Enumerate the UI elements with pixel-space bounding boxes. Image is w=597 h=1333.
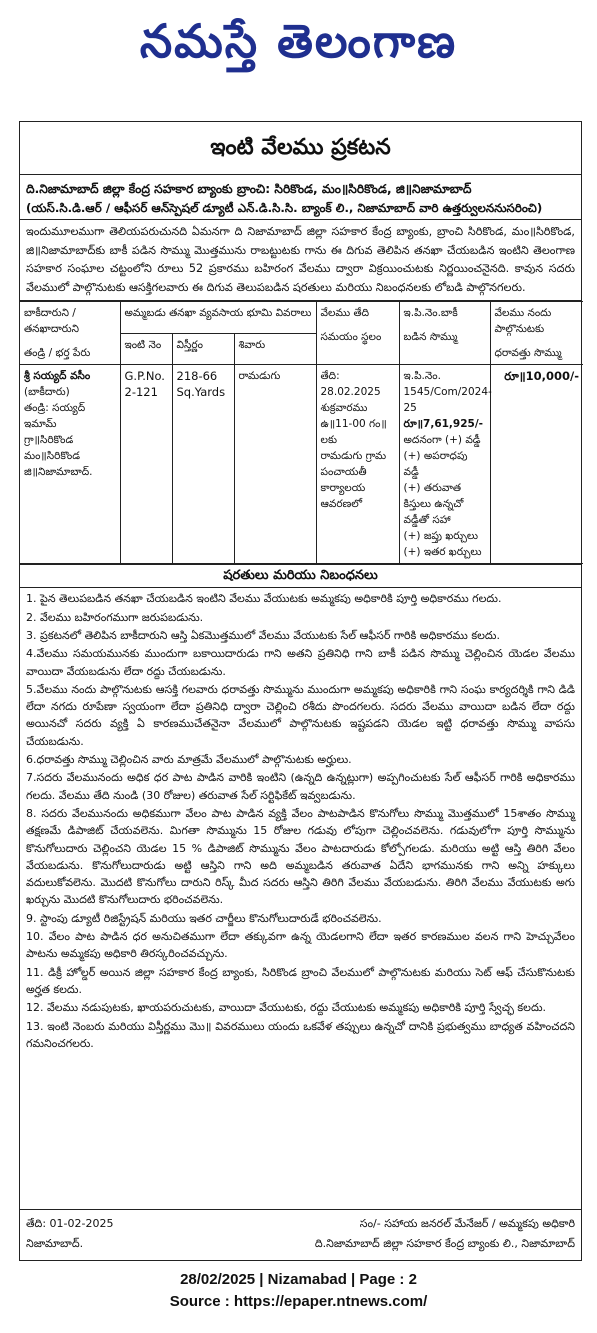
terms-title: షరతులు మరియు నిబంధనలు xyxy=(20,564,581,588)
header-deposit: వేలము నందు పాల్గొనుటకు ధరావత్తు సొమ్ము xyxy=(490,302,583,365)
list-item: 4.వేలము సమయమునకు ముందుగా బకాయిదారుడు గాని అతని ప్రతినిధి గాని బాకీ పడిన సొమ్ము చెల్లించిన యెడల వేలము వాయిదా వేయబడును లేదా రద్దు చేయబడును. xyxy=(26,647,575,678)
cell-area: 218-66 Sq.Yards xyxy=(172,365,234,564)
list-item: 10. వేలం పాట పాడిన ధర అనుచితముగా లేదా తక్కువగా ఉన్న యెడలగాని లేదా ఇతర కారణముల వలన గాని హెచ్చువేలం పాటను అమ్మకపు అధికారి తిరస్కరించవచ్చును. xyxy=(26,930,575,961)
header-property-details: అమ్మబడు తనఖా వ్యవసాయ భూమి వివరాలు xyxy=(120,302,316,334)
notice-title: ఇంటి వేలము ప్రకటన xyxy=(20,122,581,175)
branch-authority-line: (యస్.సి.డి.ఆర్ / ఆఫీసర్ ఆన్‌స్పెషల్ డ్యూటీ ఎన్.డి.సి.సి. బ్యాంక్ లి., నిజామాబాద్ వారి ఉత్తర్వులననుసరించి) xyxy=(20,199,581,220)
header-shivaru: శివారు xyxy=(234,333,316,365)
page-footer xyxy=(0,1269,597,1313)
list-item: 9. స్టాంపు డ్యూటీ రిజిస్ట్రేషన్ మరియు ఇతర చార్జీలు కొనుగోలుదారుడే భరించవలెను. xyxy=(26,911,382,925)
list-item: 6.ధరావత్తు సొమ్ము చెల్లించిన వారు మాత్రమే వేలములో పాల్గొనుటకు అర్హులు. xyxy=(26,753,352,767)
list-item: 2. వేలము బహిరంగముగా జరుపబడును. xyxy=(26,610,204,624)
header-area: విస్తీర్ణం xyxy=(172,333,234,365)
list-item: 5.వేలము నందు పాల్గొనుటకు ఆసక్తి గలవారు ధరావత్తు సొమ్మును ముందుగా అమ్మకపు అధికారికి గాని సంఘ కార్యదర్శికి గాని డిడి లేదా నగదు రూపేణా స్వయంగా లేదా ప్రతినిధి ద్వారా చెల్లించి రశీదు పొందగలరు. సదరు వేలము వాయిదా బడిన లేదా రద్దు అయినచో సదరు వ్యక్తి ఏ కారణముచేతనైనా వేలములో పాల్గొనుటకు ఇష్టపడని యెడల ఇట్టి ధరావత్తు సొమ్ము వాపసు చేయబడును. xyxy=(26,682,575,748)
auction-notice xyxy=(19,121,582,1261)
cell-auction-date: తేది: 28.02.2025 శుక్రవారము ఉ॥11-00 గం॥లకు రామడుగు గ్రామ పంచాయతీ కార్యాలయ ఆవరణలో xyxy=(316,365,399,564)
list-item: 8. సదరు వేలమునందు అధికముగా వేలం పాట పాడిన వ్యక్తి వేలం పాటపాడిన కొనుగోలు సొమ్ము మొత్తములో 15శాతం సొమ్ము తక్షణమే డిపాజిట్ చేయవలెను. మిగతా సొమ్మును 15 రోజుల గడువు లోపుగా చెల్లించవలెను. గడువులోగా పూర్తి సొమ్మును కొనుగోలుదారు చెల్లించని యెడల 15 % డిపాజిట్ సొమ్మును వేలం పాటదారుడు కోల్పోగలడు. మరియు అట్టి ఆస్తి తిరిగి వేలం వేయబడును. కొనుగోలుదారుడు అట్టి ఆస్తిని గాని అది అమ్మబడిన తరువాత ఏదేని భాగమునకు గాని అన్ని హక్కులు వదులుకోవలెను. మొదటి కొనుగోలు దారుని రిస్క్ మీద సదరు ఆస్తిని తిరిగి వేలము వేయబడును. తిరిగి వేలము వేయుటకు అగు ఖర్చును మొదటి కొనుగోలుదారు భరించవలెను. xyxy=(26,806,575,907)
table-row xyxy=(20,365,583,564)
list-item: 12. వేలము నడుపుటకు, ఖాయపరుచుటకు, వాయిదా వేయుటకు, రద్దు చేయుటకు అమ్మకపు అధికారికి పూర్తి స్వేచ్ఛ కలదు. xyxy=(26,1001,547,1015)
list-item: 1. పైన తెలుపబడిన తనఖా చేయబడిన ఇంటిని వేలము వేయుటకు అమ్మకపు అధికారికి పూర్తి అధికారము గలదు. xyxy=(26,592,502,606)
cell-deposit: రూ॥10,000/- xyxy=(490,365,583,564)
footer-edition-line: 28/02/2025 | Nizamabad | Page : 2 xyxy=(180,1271,417,1288)
branch-line: ది.నిజామాబాద్ జిల్లా కేంద్ర సహకార బ్యాంకు బ్రాంచి: సిరికొండ, మం॥సిరికొండ, జి॥నిజామాబాద్ xyxy=(26,182,472,196)
terms-list xyxy=(20,588,581,1055)
newspaper-masthead-logo: నమస్తే తెలంగాణ xyxy=(139,14,458,68)
list-item: 3. ప్రకటనలో తెలిపిన బాకీదారుని ఆస్తి ఏకమొత్తములో వేలము వేయుటకు సేల్ ఆఫీసర్ గారికి అధికారము కలదు. xyxy=(26,628,500,642)
header-borrower: బాకీదారుని / తనఖాదారుని తండ్రి / భర్త పేరు xyxy=(20,302,120,365)
footer-source-link[interactable]: Source : https://epaper.ntnews.com/ xyxy=(169,1293,428,1310)
notice-place: నిజామాబాద్. xyxy=(26,1237,84,1250)
list-item: 7.సదరు వేలమునందు అధిక ధర పాట పాడిన వారికి ఇంటిని (ఉన్నది ఉన్నట్లుగా) అప్పగించుటకు సేల్ ఆఫీసర్ గారికి అధికారము గలదు. వేలము తేది నుండి (30 రోజుల) తరువాత సేల్ సర్టిఫికేట్ ఇవ్వబడును. xyxy=(26,771,575,802)
cell-borrower: శ్రీ సయ్యద్ వసీం (బాకీదారు) తండ్రి: సయ్యద్ ఇమామ్ గ్రా॥సిరికొండ మం॥సిరికొండ జి॥నిజామాబాద్. xyxy=(20,365,120,564)
cell-shivaru: రామడుగు xyxy=(234,365,316,564)
cell-ep-due: ఇ.పి.నెం. 1545/Com/2024-25 రూ॥7,61,925/- అదనంగా (+) వడ్డీ (+) అపరాధపు వడ్డీ (+) తరువాత కిస్తులు ఉన్నచో వడ్డీతో సహా (+) జప్తు ఖర్చులు (+) ఇతర ఖర్చులు xyxy=(399,365,490,564)
signature-block xyxy=(20,1209,581,1260)
header-ep-due: ఇ.పి.నెం.బాకీ బడిన సొమ్ము xyxy=(399,302,490,365)
signing-bank: ది.నిజామాబాద్ జిల్లా సహకార కేంద్ర బ్యాంకు లి., నిజామాబాద్ xyxy=(314,1237,575,1250)
notice-date: తేది: 01-02-2025 xyxy=(26,1217,114,1230)
table-header-row xyxy=(20,302,583,334)
auction-schedule-table xyxy=(20,301,583,564)
list-item: 11. డిక్రీ హోల్డర్ అయిన జిల్లా సహకార కేంద్ర బ్యాంకు, సిరికొండ బ్రాంచి వేలములో పాల్గొనుటకు మరియు సెట్ ఆఫ్ చేసుకొనుటకు అర్హత కలదు. xyxy=(26,965,575,996)
signing-officer: సం/- సహాయ జనరల్ మేనేజర్ / అమ్మకపు అధికారి xyxy=(359,1217,575,1230)
header-auction-date: వేలము తేది సమయం స్థలం xyxy=(316,302,399,365)
header-house-no: ఇంటి నెం xyxy=(120,333,172,365)
cell-house-no: G.P.No. 2-121 xyxy=(120,365,172,564)
notice-intro: ఇందుమూలముగా తెలియపరుచునది ఏమనగా ది నిజామాబాద్ జిల్లా సహకార కేంద్ర బ్యాంకు, బ్రాంచి సిరికొండ, మం॥సిరికొండ, జి॥నిజామాబాద్‌కు బాకీ పడిన సొమ్ము మొత్తమును రాబట్టుటకు గాను ఈ దిగువ తెలిపిన తనఖా చేయబడిన ఇంటిని తెలంగాణ సహకార సంఘాల చట్టంలోని రూలు 52 ప్రకారము బహిరంగ వేలము ద్వారా విక్రయించుటకు నిర్ణయించనైనది. కావున సదరు వేలములో పాల్గొనుటకు ఆసక్తిగలవారు ఈ దిగువ తెలుపబడిన షరతులు మరియు నిబంధనలకు లోబడి పాల్గొనగలరు. xyxy=(20,220,581,301)
list-item: 13. ఇంటి నెంబరు మరియు విస్తీర్ణము మొ॥ వివరములు యందు ఒకవేళ తప్పులు ఉన్నచో దానికి ప్రభుత్వము బాధ్యత వహించదని గమనించగలరు. xyxy=(26,1019,575,1050)
